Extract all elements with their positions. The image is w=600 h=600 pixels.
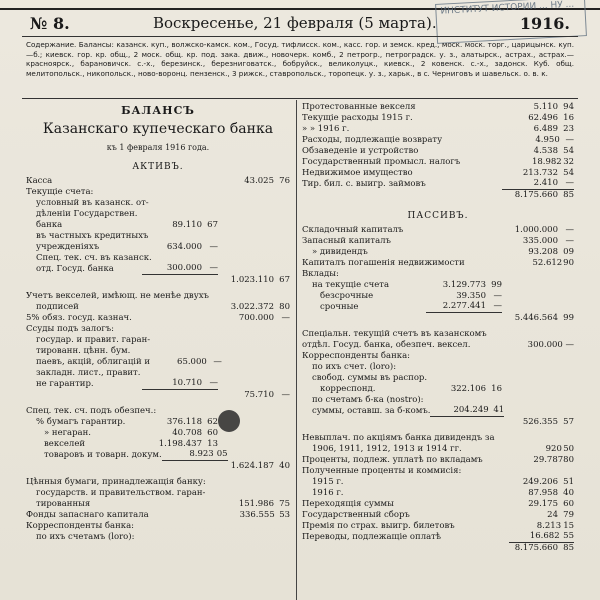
row-total: 300.000 [527,340,563,350]
issue-date: Воскресенье, 21 февраля (5 марта). [152,14,437,32]
row-label: не гарантир. [36,379,94,389]
row-total-kopecks: 60 [563,499,574,509]
row-kopecks: — [202,378,218,390]
ledger-row [302,135,574,146]
table-of-contents: Содержание. Балансы: казанск. куп., волжско-камск. ком., Госуд. тифлисск. ком., касс. гор. и земск. кред., моск. моск. торг., царицынск. куп.—б.; киевск. гор. кр. общ., 2 моск. общ. кр. под. зака. движ., новочерк. комб., 2 петрогр., петроградск. у. з., алатырск., астрах., астрах.—красноярск., барановичск. с.-х., березинск., березниговатск., бобруйск., великолуцк., киевск., 2 ковенск. с.-х., задонск. Куб. общ. мелитопольск., никопольск., ново-воронц. пензенск., 3 рижск., ставропольск., торопецк. у. з., харьк., в с. Черниговъ и шавельск. о. в. к. [26,40,574,78]
row-label: Государственный промысл. налогъ [302,157,461,167]
row-kopecks: 60 [207,428,218,438]
row-label: государ. и правит. гаран- [36,335,151,345]
ledger-row [26,499,290,510]
ledger-row [302,190,574,201]
ledger-row [302,384,574,395]
ledger-row [302,247,574,258]
ledger-row [302,466,574,477]
row-total-kopecks: 40 [279,461,290,471]
row-label: Спец. тек. сч. подъ обезпеч.: [26,406,157,416]
row-total: 335.000 [522,236,558,246]
row-total: 6.489 [533,124,558,134]
row-amount: 65.000 [177,357,207,367]
ledger-row [302,340,574,351]
ledger-row [302,124,574,135]
ledger-row [26,264,290,275]
ledger-row [26,313,290,324]
row-total: 5.446.564 [514,313,558,323]
row-total: 8.175.660 [514,543,558,553]
row-kopecks: — [202,263,218,275]
row-label: безсрочные [320,291,374,301]
row-total: 18.982 [531,157,562,167]
masthead-rule [22,36,578,37]
row-label: Полученные проценты и коммисія: [302,466,462,476]
row-label: Текущіе счета: [26,187,94,197]
ledger-row [26,220,290,231]
row-total: 8.175.660 [514,190,558,200]
row-total-kopecks: 79 [563,510,574,520]
row-label: корреспонд. [320,384,376,394]
row-label: 1916 г. [312,488,344,498]
row-total-kopecks: — [565,225,574,235]
row-total: 4.538 [533,146,558,156]
assets-continued-table [302,102,574,201]
row-label: 1906, 1911, 1912, 1913 и 1914 гг. [312,444,462,454]
ledger-row [26,379,290,390]
row-label: учрежденіяхъ [36,242,100,252]
row-label: Текущіе расходы 1915 г. [302,113,413,123]
row-total: 920 [545,444,562,454]
row-label: Обзаведеніе и устройство [302,146,419,156]
row-label: банка [36,220,63,230]
row-total-kopecks: 23 [563,124,574,134]
row-total-kopecks: 54 [563,146,574,156]
bank-name: Казанскаго купеческаго банка [42,121,274,137]
row-amount: 8.923 [162,449,214,461]
row-label: Ссуды подъ залогъ: [26,324,115,334]
row-total-kopecks: 67 [279,275,290,285]
issue-year: 1916. [519,13,570,33]
row-kopecks: — [486,301,502,313]
ledger-row [26,477,290,488]
row-total: 87.958 [528,488,558,498]
ledger-row [26,439,290,450]
row-label: подписей [36,302,79,312]
row-label: Спеціальн. текущій счетъ въ казанскомъ [302,329,487,339]
ledger-row [302,313,574,324]
row-total-kopecks: 90 [563,258,574,268]
ledger-row [26,187,290,198]
ledger-row [302,510,574,521]
contents-rule [22,98,578,99]
row-amount: 1.198.437 [158,439,202,449]
ledger-row [302,373,574,384]
row-kopecks: 13 [207,439,218,449]
row-total-kopecks: 80 [279,302,290,312]
row-amount: 39.350 [456,291,486,301]
balance-heading: БАЛАНСЪ [121,104,195,117]
row-total-kopecks: 85 [563,543,574,553]
row-label: Вклады: [302,269,339,279]
row-total: 8.213 [536,521,562,531]
row-label: Недвижимое имущество [302,168,413,178]
row-total-kopecks: 85 [563,190,574,200]
ledger-row [26,390,290,401]
ledger-row [302,179,574,190]
row-label: паевъ, акцій, облигацій и [36,357,151,367]
row-total: 43.025 [244,176,274,186]
ledger-row [26,532,290,543]
row-label: 5% обяз. госуд. казнач. [26,313,132,323]
ledger-row [302,351,574,362]
row-label: Запасный капиталъ [302,236,391,246]
row-total: 1.023.110 [230,275,274,285]
ledger-row [302,433,574,444]
row-total: 213.732 [522,168,558,178]
row-label: Проценты, подлеж. уплатѣ по вкладамъ [302,455,483,465]
row-total: 5.110 [533,102,558,112]
row-total-kopecks: 51 [563,477,574,487]
row-label: Тир. бил. с. выигр. займовъ [302,179,426,189]
ledger-row [302,532,574,543]
ledger-row [302,146,574,157]
ledger-row [302,236,574,247]
row-total-kopecks: 57 [563,417,574,427]
row-total-kopecks: — [281,390,290,400]
row-label: закладн. лист., правит. [36,368,141,378]
row-label: товаровъ и товарн. докум. [44,450,162,460]
row-total-kopecks: 76 [279,176,290,186]
ledger-row [302,406,574,417]
row-total-kopecks: — [558,178,574,190]
ledger-row [302,444,574,455]
row-kopecks: — [493,291,502,301]
ledger-row [26,406,290,417]
row-label: Складочный капиталъ [302,225,404,235]
row-kopecks: 62 [207,417,218,427]
row-total: 29.175 [528,499,558,509]
liabilities-heading: ПАССИВЪ. [407,211,469,221]
row-total: 1.000.000 [514,225,558,235]
row-total-kopecks: — [565,135,574,145]
row-label: свобод. суммы въ распор. [312,373,428,383]
row-total-kopecks: 54 [563,168,574,178]
row-amount: 300.000 [142,263,202,275]
row-total-kopecks: — [565,340,575,350]
row-total: 52.612 [532,258,563,268]
issue-number: № 8. [30,13,70,33]
row-total-kopecks: — [565,236,574,246]
right-column [302,102,574,600]
assets-table [26,176,290,543]
row-total-kopecks: 40 [563,488,574,498]
row-amount: 376.118 [166,417,202,427]
row-label: Капиталъ погашенія недвижимости [302,258,465,268]
masthead [30,12,570,34]
ledger-row [302,269,574,280]
left-column [26,102,290,600]
row-total-kopecks: 80 [563,455,574,465]
row-label: Касса [26,176,53,186]
ledger-row [302,280,574,291]
row-label: Учетъ векселей, имѣющ. не менѣе двухъ [26,291,209,301]
row-label: Цѣнныя бумаги, принадлежащія банку: [26,477,206,487]
row-label: государств. и правительством. гаран- [36,488,206,498]
row-label: векселей [44,439,86,449]
row-label: по ихъ счет. (loro): [312,362,397,372]
ledger-row [302,258,574,269]
row-total-kopecks: 15 [563,521,575,531]
row-total-kopecks: 55 [560,531,574,543]
ledger-row [302,302,574,313]
row-total-kopecks: 09 [563,247,574,257]
ledger-row [26,335,290,346]
row-label: Корреспонденты банка: [26,521,135,531]
row-kopecks: — [209,242,218,252]
row-total: 29.787 [533,455,564,465]
row-label: Невыплач. по акціямъ банка дивидендъ за [302,433,495,443]
row-total: 93.208 [528,247,558,257]
ledger-row [26,428,290,439]
row-label: отд. Госуд. банка [36,264,114,274]
row-label: по счетамъ б-ка (nostro): [312,395,424,405]
ledger-row [302,329,574,340]
row-total: 62.496 [528,113,558,123]
library-stamp: ИНСТИТУТ ИСТОРИИ ... НУ ... [435,0,587,44]
row-label: » дивидендъ [312,247,368,257]
row-amount: 10.710 [142,378,202,390]
ledger-row [302,417,574,428]
ledger-row [302,543,574,554]
row-label: Государственный сборъ [302,510,410,520]
ledger-row [26,324,290,335]
row-total: 249.206 [522,477,558,487]
ledger-row [26,488,290,499]
row-amount: 322.106 [450,384,486,394]
row-label: отдѣл. Госуд. банка, обезпеч. вексел. [302,340,471,350]
row-total: 4.950 [535,135,560,145]
row-total-kopecks: 53 [279,510,291,520]
ledger-row [302,477,574,488]
balance-date: къ 1 февраля 1916 года. [106,143,210,152]
ledger-row [26,510,290,521]
ledger-row [26,198,290,209]
ledger-row [302,113,574,124]
ledger-row [302,488,574,499]
row-amount: 3.129.773 [442,280,486,290]
row-total: 1.624.187 [230,461,274,471]
row-total: 151.986 [238,499,274,509]
row-label: тированн. цѣнн. бум. [36,346,131,356]
row-total: 3.022.372 [230,302,274,312]
row-label: тированныя [36,499,91,509]
row-total: 16.682 [509,531,559,543]
row-label: » негаран. [44,428,91,438]
row-total: 700.000 [238,313,274,323]
ledger-row [302,157,574,168]
ledger-row [26,357,290,368]
row-total: 526.355 [522,417,558,427]
row-total-kopecks: — [281,313,290,323]
row-kopecks: — [213,357,222,367]
ledger-row [26,231,290,242]
row-label: 1915 г. [312,477,344,487]
column-divider [296,100,297,600]
row-total: 24 [547,510,558,520]
ledger-row [302,102,574,113]
row-label: Расходы, подлежащіе возврату [302,135,443,145]
row-label: Фонды запаснаго капитала [26,510,149,520]
row-label: срочные [320,302,359,312]
row-total-kopecks: 99 [563,313,574,323]
ledger-row [26,176,290,187]
ink-blot [218,410,240,432]
row-total-kopecks: 16 [563,113,574,123]
liabilities-table [302,225,574,554]
row-label: » » 1916 г. [302,124,350,134]
ledger-row [26,346,290,357]
ledger-row [302,362,574,373]
row-kopecks: 41 [489,405,505,417]
row-kopecks: 16 [491,384,502,394]
ledger-row [26,302,290,313]
row-total: 2.410 [502,178,558,190]
row-kopecks: 05 [214,449,228,461]
assets-heading: АКТИВЪ. [132,162,184,172]
row-amount: 204.249 [430,405,488,417]
row-amount: 2.277.441 [426,301,486,313]
ledger-row [302,225,574,236]
ledger-row [26,291,290,302]
row-amount: 40.708 [172,428,202,438]
row-total-kopecks: 50 [563,444,575,454]
ledger-row [26,461,290,472]
row-total: 336.555 [239,510,275,520]
row-label: Переводы, подлежащіе оплатѣ [302,532,441,542]
row-amount: 89.110 [172,220,202,230]
row-label: Корреспонденты банка: [302,351,411,361]
row-label: условный въ казанск. от- [36,198,149,208]
row-kopecks: 99 [491,280,502,290]
row-label: въ частныхъ кредитныхъ [36,231,149,241]
row-total: 75.710 [244,390,274,400]
ledger-row [26,450,290,461]
row-total-kopecks: 32 [563,157,575,167]
ledger-row [26,417,290,428]
row-total-kopecks: 75 [279,499,290,509]
ledger-row [26,275,290,286]
ledger-row [26,209,290,220]
row-total-kopecks: 94 [563,102,574,112]
ledger-row [26,521,290,532]
row-label: на текущіе счета [312,280,390,290]
row-label: Спец. тек. сч. въ казанск. [36,253,152,263]
row-label: суммы, оставш. за б-комъ. [312,406,431,416]
row-label: по ихъ счетамъ (loro): [36,532,135,542]
row-label: Переходящія суммы [302,499,394,509]
row-label: % бумагъ гарантир. [36,417,126,427]
ledger-row [26,242,290,253]
ledger-row [302,455,574,466]
row-label: Протестованные векселя [302,102,416,112]
ledger-row [302,499,574,510]
row-label: дѣленіи Государствен. [36,209,138,219]
row-kopecks: 67 [207,220,218,230]
row-amount: 634.000 [166,242,202,252]
row-label: Премія по страх. выигр. билетовъ [302,521,455,531]
